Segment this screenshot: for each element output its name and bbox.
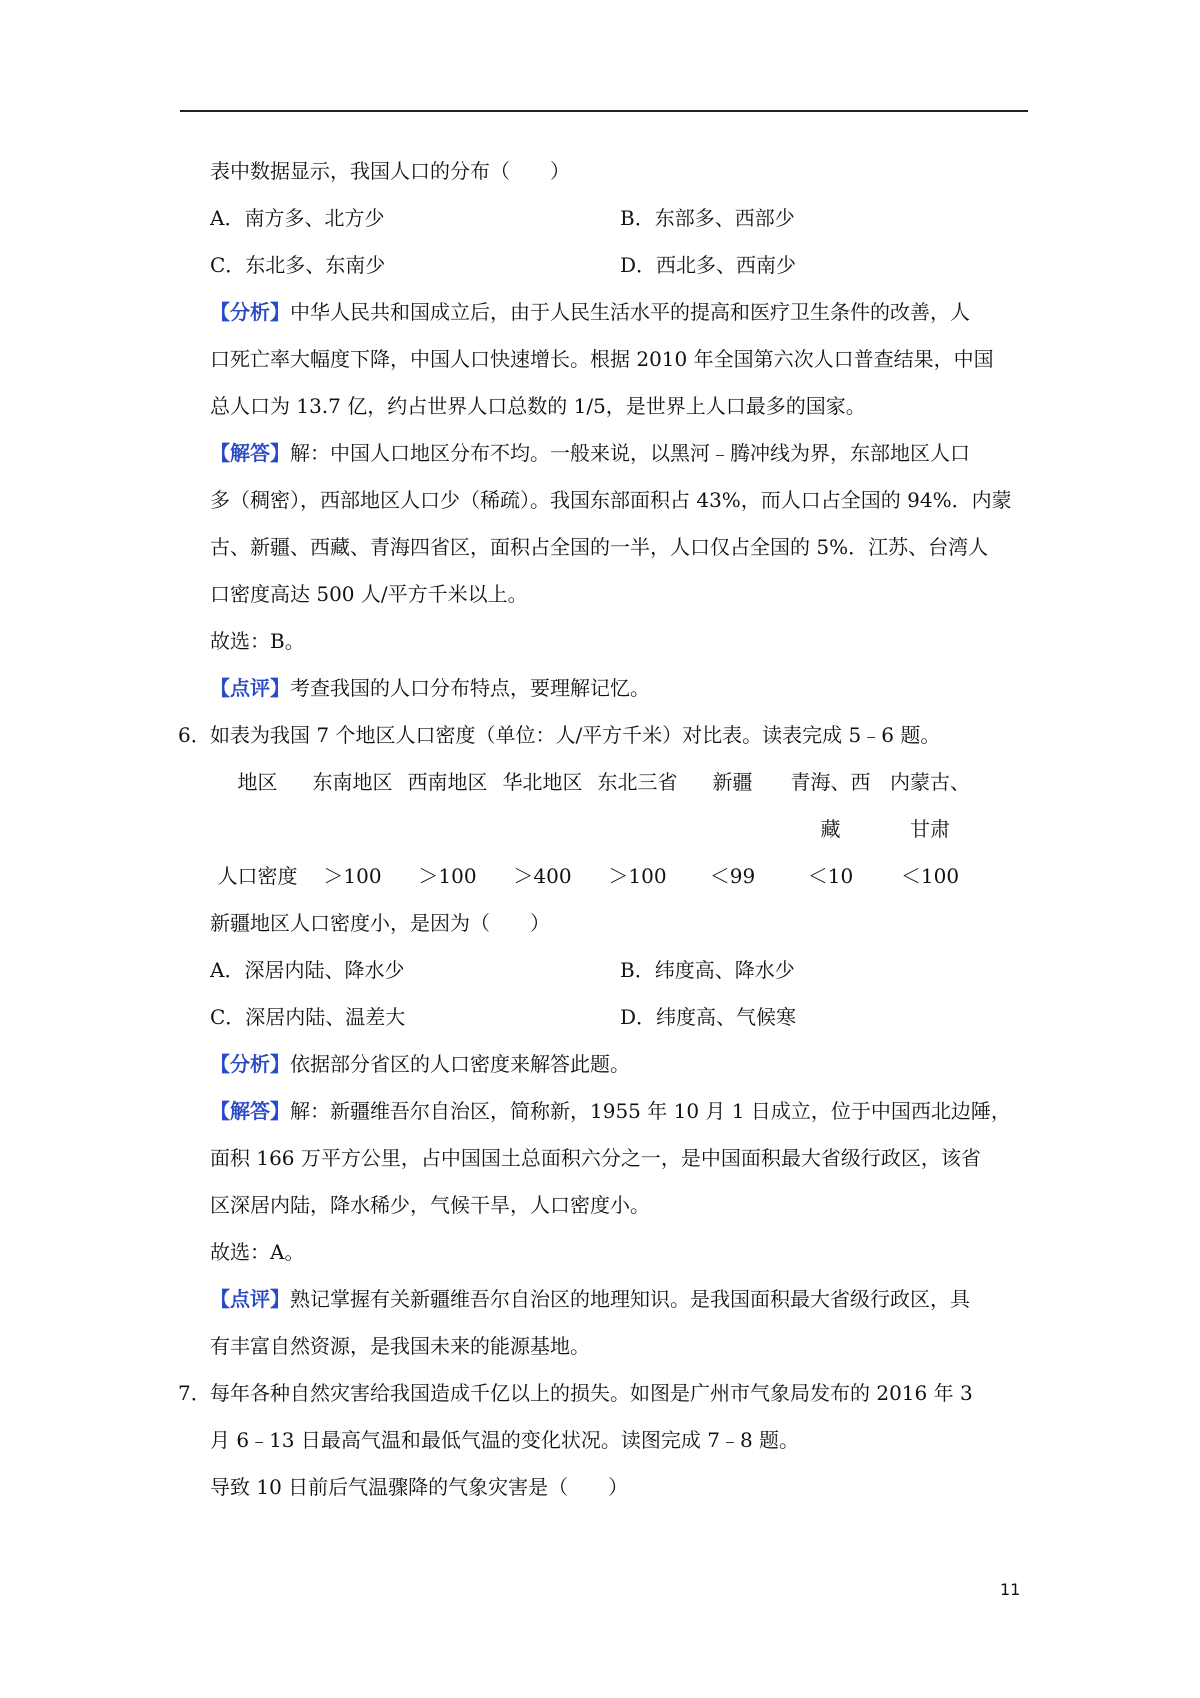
q5-analysis-line-1: 【分析】中华人民共和国成立后，由于人民生活水平的提高和医疗卫生条件的改善，人 [210,300,970,324]
table-header-cell: 东北三省 [597,770,678,794]
q5-comment-tag: 【点评】 [210,676,290,700]
q6-option-c: C．深居内陆、温差大 [210,1005,406,1029]
header-rule [180,110,1028,112]
q7-stem: 导致 10 日前后气温骤降的气象灾害是（ ） [210,1475,629,1499]
table-header-cell: 内蒙古、甘肃 [890,770,970,841]
q5-options-row-2 [210,242,1030,289]
q6-analysis-tag: 【分析】 [210,1052,290,1076]
table-header-cell: 西南地区 [407,770,488,794]
document-body [178,148,1030,1511]
page-number: 11 [1000,1580,1021,1599]
q6-intro: 6． 如表为我国 7 个地区人口密度（单位：人/平方千米）对比表。读表完成 5﹣6 题。 [210,712,1030,759]
q5-options-row-1 [210,195,1030,242]
q6-answer-tag: 【解答】 [210,1099,290,1123]
q6-comment-tag: 【点评】 [210,1287,290,1311]
q7-intro-line-2: 月 6﹣13 日最高气温和最低气温的变化状况。读图完成 7﹣8 题。 [210,1428,800,1452]
q6-option-a: A．深居内陆、降水少 [210,958,405,982]
q5-analysis-tag: 【分析】 [210,300,290,324]
q5-option-d: D．西北多、西南少 [620,253,797,277]
population-density-table [210,759,979,900]
q5-option-a: A．南方多、北方少 [210,206,385,230]
q5-stem: 表中数据显示，我国人口的分布（ ） [210,159,570,183]
q5-answer-line-4: 口密度高达 500 人/平方千米以上。 [210,582,528,606]
table-cell: ＞100 [323,864,382,888]
table-cell: ＞100 [608,864,667,888]
q6-comment-line-2: 有丰富自然资源，是我国未来的能源基地。 [210,1334,590,1358]
q6-stem: 新疆地区人口密度小，是因为（ ） [210,911,550,935]
q5-comment-line-1: 【点评】考查我国的人口分布特点，要理解记忆。 [210,676,650,700]
table-header-cell: 青海、西藏 [790,770,871,841]
table-cell: ＜10 [807,864,854,888]
table-header-cell: 华北地区 [502,770,583,794]
q5-option-c: C．东北多、东南少 [210,253,386,277]
table-row [210,853,979,900]
q6-options-row-1 [210,947,1030,994]
q5-choice: 故选：B。 [210,629,305,653]
q6-analysis-line-1: 【分析】依据部分省区的人口密度来解答此题。 [210,1052,630,1076]
q7-intro-line-1: 7． 每年各种自然灾害给我国造成千亿以上的损失。如图是广州市气象局发布的 2016 年 3 [210,1370,1030,1417]
table-header-cell: 新疆 [712,770,753,794]
q5-answer-line-2: 多（稠密），西部地区人口少（稀疏）。我国东部面积占 43%，而人口占全国的 94%．内蒙 [210,488,1012,512]
table-cell: ＜99 [709,864,756,888]
q6-options-row-2 [210,994,1030,1041]
q5-answer-tag: 【解答】 [210,441,290,465]
q6-choice: 故选：A。 [210,1240,305,1264]
table-cell: ＜100 [900,864,960,888]
q6-option-b: B．纬度高、降水少 [620,958,795,982]
q6-answer-line-3: 区深居内陆，降水稀少，气候干旱，人口密度小。 [210,1193,650,1217]
table-cell: 人口密度 [217,864,298,888]
table-header-cell: 地区 [237,770,278,794]
q5-analysis-line-2: 口死亡率大幅度下降，中国人口快速增长。根据 2010 年全国第六次人口普查结果，中国 [210,347,994,371]
q6-comment-line-1: 【点评】熟记掌握有关新疆维吾尔自治区的地理知识。是我国面积最大省级行政区，具 [210,1287,970,1311]
table-header-row [210,759,979,853]
q6-option-d: D．纬度高、气候寒 [620,1005,797,1029]
table-cell: ＞400 [513,864,572,888]
q6-number: 6． [178,723,211,747]
q6-answer-line-2: 面积 166 万平方公里，占中国国土总面积六分之一，是中国面积最大省级行政区，该省 [210,1146,981,1170]
q5-option-b: B．东部多、西部少 [620,206,795,230]
q5-answer-line-1: 【解答】解：中国人口地区分布不均。一般来说，以黑河﹣腾冲线为界，东部地区人口 [210,441,970,465]
table-cell: ＞100 [418,864,477,888]
table-header-cell: 东南地区 [312,770,393,794]
q7-number: 7． [178,1381,211,1405]
q5-analysis-line-3: 总人口为 13.7 亿，约占世界人口总数的 1/5，是世界上人口最多的国家。 [210,394,866,418]
q6-answer-line-1: 【解答】解：新疆维吾尔自治区，简称新，1955 年 10 月 1 日成立，位于中国西北边陲， [210,1099,1011,1123]
q5-answer-line-3: 古、新疆、西藏、青海四省区，面积占全国的一半，人口仅占全国的 5%．江苏、台湾人 [210,535,989,559]
